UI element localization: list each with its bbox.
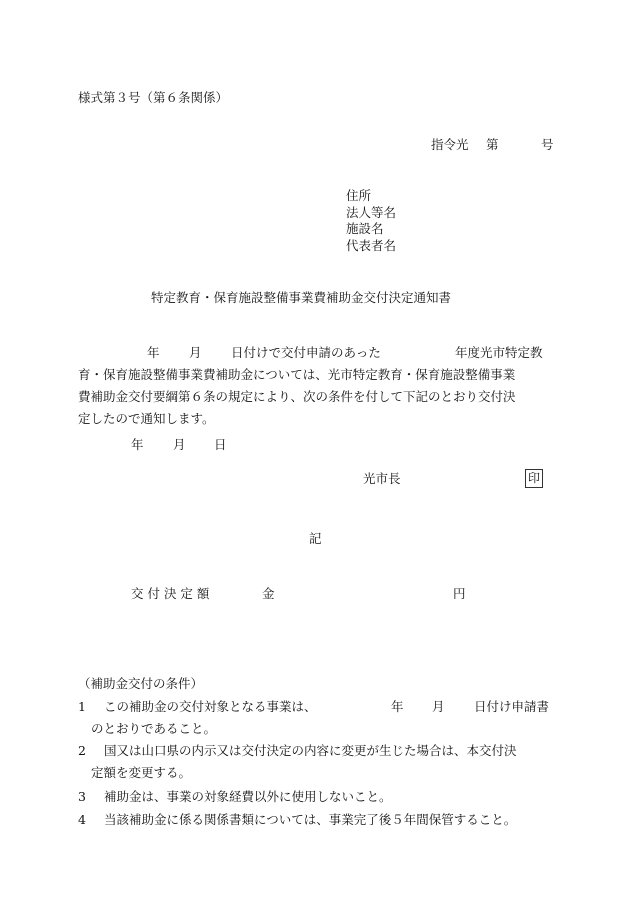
body-nen: 年 [147,345,160,360]
body-line1-text: 日付けで交付申請のあった [231,345,381,360]
amount-label: 交 付 決 定 額 [131,586,210,601]
condition-gatsu: 月 [432,699,445,714]
date-nichi: 日 [214,437,227,452]
signer-title: 光市長 [363,471,401,486]
condition-number: 2 [78,743,86,758]
condition-number: 1 [78,699,86,714]
body-line4: 定したので通知します。 [78,411,215,426]
amount-yen: 円 [453,586,466,601]
condition-text: この補助金の交付対象となる事業は、 [104,699,317,714]
conditions-heading: （補助金交付の条件） [78,676,204,691]
body-line3: 費補助金交付要綱第６条の規定により、次の条件を付して下記のとおり交付決 [78,389,516,404]
condition-text: 補助金は、事業の対象経費以外に使用しないこと。 [104,789,392,804]
document-title: 特定教育・保育施設整備事業費補助金交付決定通知書 [151,290,452,305]
body-line1-tail: 年度光市特定教 [455,345,543,360]
recipient-corporation: 法人等名 [346,205,397,220]
body-line2: 育・保育施設整備事業費補助金については、光市特定教育・保育施設整備事業 [78,367,516,382]
condition-number: 3 [78,789,86,804]
recipient-representative: 代表者名 [346,238,397,253]
recipient-address: 住所 [346,188,372,203]
ref-prefix: 指令光 [431,137,469,152]
condition-number: 4 [78,812,86,827]
condition-nen: 年 [391,699,404,714]
date-nen: 年 [131,437,144,452]
ref-dai: 第 [486,137,499,152]
form-label: 様式第３号（第６条関係） [78,90,229,105]
ki-heading: 記 [309,531,322,546]
body-gatsu: 月 [189,345,202,360]
recipient-facility: 施設名 [346,221,384,236]
date-gatsu: 月 [173,437,186,452]
condition-continuation: 定額を変更する。 [91,765,192,780]
amount-kin: 金 [262,586,275,601]
ref-go: 号 [541,137,554,152]
condition-continuation: のとおりであること。 [91,721,217,736]
condition-tail: 日付け申請書 [474,699,550,714]
condition-text: 国又は山口県の内示又は交付決定の内容に変更が生じた場合は、本交付決 [104,743,517,758]
seal-stamp: 印 [525,469,543,488]
condition-text: 当該補助金に係る関係書類については、事業完了後５年間保管すること。 [104,812,517,827]
